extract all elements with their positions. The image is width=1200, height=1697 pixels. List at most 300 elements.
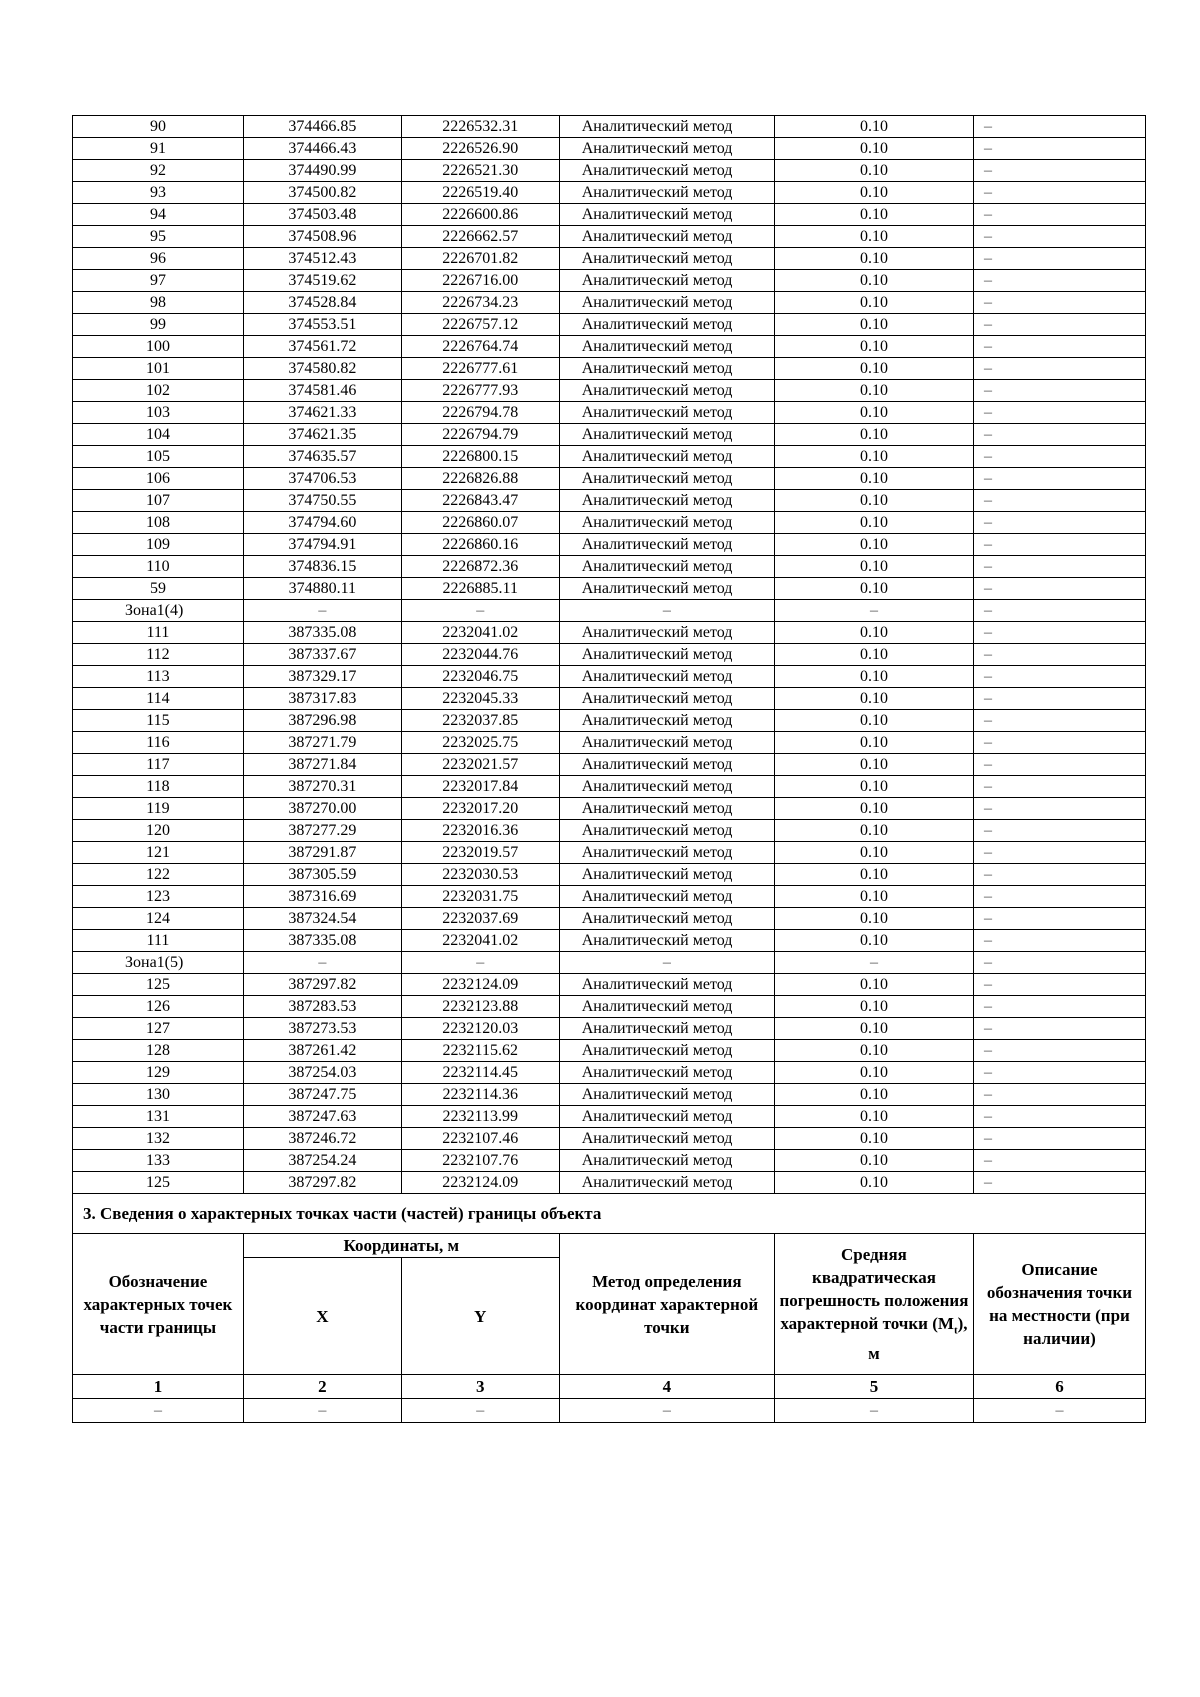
point-number: 106 [73, 468, 244, 490]
y-coordinate: 2232019.57 [401, 842, 559, 864]
error-cell: 0.10 [774, 314, 973, 336]
table-row [73, 1084, 1146, 1106]
method-cell: Аналитический метод [559, 1128, 774, 1150]
description-cell: – [973, 1172, 1145, 1194]
method-cell: Аналитический метод [559, 468, 774, 490]
x-coordinate: 374508.96 [243, 226, 401, 248]
x-coordinate: 374581.46 [243, 380, 401, 402]
table-row [73, 424, 1146, 446]
table-row [73, 688, 1146, 710]
x-coordinate: 374836.15 [243, 556, 401, 578]
point-number: 110 [73, 556, 244, 578]
table-row [73, 512, 1146, 534]
description-cell: – [973, 248, 1145, 270]
column-number: 5 [774, 1375, 973, 1399]
method-cell: Аналитический метод [559, 644, 774, 666]
x-coordinate: 387335.08 [243, 622, 401, 644]
method-cell: Аналитический метод [559, 864, 774, 886]
method-cell: Аналитический метод [559, 820, 774, 842]
x-coordinate: 374519.62 [243, 270, 401, 292]
description-cell: – [973, 490, 1145, 512]
empty-cell: – [73, 1399, 244, 1423]
x-coordinate: 374580.82 [243, 358, 401, 380]
y-coordinate: 2232017.84 [401, 776, 559, 798]
x-coordinate: 374503.48 [243, 204, 401, 226]
point-number: 117 [73, 754, 244, 776]
description-cell: – [973, 116, 1145, 138]
point-number: 113 [73, 666, 244, 688]
y-coordinate: 2232113.99 [401, 1106, 559, 1128]
description-cell: – [973, 1084, 1145, 1106]
point-number: 125 [73, 1172, 244, 1194]
error-cell: 0.10 [774, 1128, 973, 1150]
error-cell: 0.10 [774, 886, 973, 908]
point-number: 109 [73, 534, 244, 556]
error-cell: 0.10 [774, 732, 973, 754]
table-row [73, 204, 1146, 226]
description-cell: – [973, 446, 1145, 468]
table-row [73, 1062, 1146, 1084]
table-row [73, 644, 1146, 666]
table-row [73, 732, 1146, 754]
y-coordinate: 2232021.57 [401, 754, 559, 776]
point-number: 104 [73, 424, 244, 446]
y-coordinate: 2226885.11 [401, 578, 559, 600]
table-row [73, 226, 1146, 248]
error-cell: 0.10 [774, 138, 973, 160]
point-number: 129 [73, 1062, 244, 1084]
point-number: 111 [73, 622, 244, 644]
point-number: 100 [73, 336, 244, 358]
point-number: 92 [73, 160, 244, 182]
error-cell: 0.10 [774, 644, 973, 666]
dash-cell: – [243, 952, 401, 974]
method-cell: Аналитический метод [559, 182, 774, 204]
point-number: 116 [73, 732, 244, 754]
point-number: 128 [73, 1040, 244, 1062]
table-row [73, 886, 1146, 908]
x-coordinate: 387270.00 [243, 798, 401, 820]
column-number: 1 [73, 1375, 244, 1399]
x-coordinate: 374466.43 [243, 138, 401, 160]
x-coordinate: 387247.63 [243, 1106, 401, 1128]
table-row [73, 402, 1146, 424]
zone-row [73, 600, 1146, 622]
error-cell: 0.10 [774, 578, 973, 600]
method-cell: Аналитический метод [559, 776, 774, 798]
header-y: Y [401, 1258, 559, 1375]
error-cell: 0.10 [774, 622, 973, 644]
method-cell: Аналитический метод [559, 798, 774, 820]
y-coordinate: 2232041.02 [401, 930, 559, 952]
header-point-designation: Обозначение характерных точек части границы [73, 1234, 244, 1375]
y-coordinate: 2226521.30 [401, 160, 559, 182]
y-coordinate: 2226826.88 [401, 468, 559, 490]
y-coordinate: 2226701.82 [401, 248, 559, 270]
table-row [73, 248, 1146, 270]
y-coordinate: 2226843.47 [401, 490, 559, 512]
table-row [73, 358, 1146, 380]
point-number: 102 [73, 380, 244, 402]
description-cell: – [973, 468, 1145, 490]
method-cell: Аналитический метод [559, 1172, 774, 1194]
column-number: 4 [559, 1375, 774, 1399]
method-cell: Аналитический метод [559, 204, 774, 226]
x-coordinate: 374880.11 [243, 578, 401, 600]
y-coordinate: 2226777.93 [401, 380, 559, 402]
header-description: Описание обозначения точки на местности (при наличии) [973, 1234, 1145, 1375]
header-mean-error [774, 1234, 973, 1375]
x-coordinate: 374794.91 [243, 534, 401, 556]
empty-cell: – [973, 1399, 1145, 1423]
method-cell: Аналитический метод [559, 996, 774, 1018]
point-number: 93 [73, 182, 244, 204]
description-cell: – [973, 798, 1145, 820]
point-number: 107 [73, 490, 244, 512]
error-cell: 0.10 [774, 248, 973, 270]
point-number: 90 [73, 116, 244, 138]
x-coordinate: 374635.57 [243, 446, 401, 468]
method-cell: Аналитический метод [559, 226, 774, 248]
table-row [73, 666, 1146, 688]
x-coordinate: 387324.54 [243, 908, 401, 930]
table-row [73, 930, 1146, 952]
error-cell: 0.10 [774, 1172, 973, 1194]
point-number: 133 [73, 1150, 244, 1172]
y-coordinate: 2226860.07 [401, 512, 559, 534]
table-row [73, 138, 1146, 160]
x-coordinate: 387277.29 [243, 820, 401, 842]
error-cell: 0.10 [774, 754, 973, 776]
error-cell: 0.10 [774, 820, 973, 842]
y-coordinate: 2232037.85 [401, 710, 559, 732]
x-coordinate: 387261.42 [243, 1040, 401, 1062]
y-coordinate: 2226734.23 [401, 292, 559, 314]
description-cell: – [973, 1106, 1145, 1128]
method-cell: Аналитический метод [559, 336, 774, 358]
method-cell: Аналитический метод [559, 842, 774, 864]
dash-cell: – [243, 600, 401, 622]
point-number: 101 [73, 358, 244, 380]
description-cell: – [973, 732, 1145, 754]
x-coordinate: 374750.55 [243, 490, 401, 512]
table-row [73, 578, 1146, 600]
document-page [72, 115, 1146, 1423]
description-cell: – [973, 842, 1145, 864]
empty-data-row [73, 1399, 1146, 1423]
dash-cell: – [774, 952, 973, 974]
point-number: 96 [73, 248, 244, 270]
point-number: 115 [73, 710, 244, 732]
y-coordinate: 2232030.53 [401, 864, 559, 886]
description-cell: – [973, 754, 1145, 776]
point-number: 94 [73, 204, 244, 226]
method-cell: Аналитический метод [559, 358, 774, 380]
table-row [73, 534, 1146, 556]
method-cell: Аналитический метод [559, 710, 774, 732]
table-row [73, 380, 1146, 402]
y-coordinate: 2226600.86 [401, 204, 559, 226]
method-cell: Аналитический метод [559, 490, 774, 512]
y-coordinate: 2232017.20 [401, 798, 559, 820]
description-cell: – [973, 1062, 1145, 1084]
table-row [73, 270, 1146, 292]
table-row [73, 842, 1146, 864]
method-cell: Аналитический метод [559, 314, 774, 336]
error-cell: 0.10 [774, 490, 973, 512]
column-number: 3 [401, 1375, 559, 1399]
table-row [73, 820, 1146, 842]
point-number: 120 [73, 820, 244, 842]
point-number: 118 [73, 776, 244, 798]
table-row [73, 622, 1146, 644]
method-cell: Аналитический метод [559, 1084, 774, 1106]
dash-cell: – [973, 600, 1145, 622]
empty-cell: – [243, 1399, 401, 1423]
point-number: 105 [73, 446, 244, 468]
error-cell: 0.10 [774, 1106, 973, 1128]
error-cell: 0.10 [774, 336, 973, 358]
empty-cell: – [401, 1399, 559, 1423]
table-row [73, 974, 1146, 996]
point-number: 98 [73, 292, 244, 314]
section-3-table [72, 1233, 1146, 1423]
table-row [73, 556, 1146, 578]
method-cell: Аналитический метод [559, 1040, 774, 1062]
method-cell: Аналитический метод [559, 512, 774, 534]
error-cell: 0.10 [774, 424, 973, 446]
method-cell: Аналитический метод [559, 292, 774, 314]
description-cell: – [973, 886, 1145, 908]
error-cell: 0.10 [774, 182, 973, 204]
method-cell: Аналитический метод [559, 556, 774, 578]
point-number: 111 [73, 930, 244, 952]
method-cell: Аналитический метод [559, 622, 774, 644]
method-cell: Аналитический метод [559, 1018, 774, 1040]
point-number: 99 [73, 314, 244, 336]
zone-label: Зона1(4) [73, 600, 244, 622]
zone-label: Зона1(5) [73, 952, 244, 974]
table-row [73, 468, 1146, 490]
table-row [73, 160, 1146, 182]
point-number: 114 [73, 688, 244, 710]
x-coordinate: 387296.98 [243, 710, 401, 732]
description-cell: – [973, 182, 1145, 204]
column-number: 6 [973, 1375, 1145, 1399]
description-cell: – [973, 270, 1145, 292]
y-coordinate: 2232120.03 [401, 1018, 559, 1040]
error-cell: 0.10 [774, 864, 973, 886]
description-cell: – [973, 424, 1145, 446]
table-row [73, 336, 1146, 358]
error-cell: 0.10 [774, 116, 973, 138]
y-coordinate: 2226716.00 [401, 270, 559, 292]
point-number: 131 [73, 1106, 244, 1128]
x-coordinate: 387273.53 [243, 1018, 401, 1040]
empty-cell: – [774, 1399, 973, 1423]
error-cell: 0.10 [774, 974, 973, 996]
table-row [73, 1128, 1146, 1150]
point-number: 95 [73, 226, 244, 248]
x-coordinate: 374490.99 [243, 160, 401, 182]
x-coordinate: 387247.75 [243, 1084, 401, 1106]
method-cell: Аналитический метод [559, 754, 774, 776]
header-mean-error-tail: ), м [868, 1313, 968, 1364]
description-cell: – [973, 204, 1145, 226]
point-number: 97 [73, 270, 244, 292]
table-row [73, 446, 1146, 468]
y-coordinate: 2226519.40 [401, 182, 559, 204]
method-cell: Аналитический метод [559, 1106, 774, 1128]
error-cell: 0.10 [774, 270, 973, 292]
method-cell: Аналитический метод [559, 732, 774, 754]
error-cell: 0.10 [774, 204, 973, 226]
table-row [73, 116, 1146, 138]
table-row [73, 754, 1146, 776]
y-coordinate: 2232124.09 [401, 974, 559, 996]
point-number: 112 [73, 644, 244, 666]
method-cell: Аналитический метод [559, 116, 774, 138]
x-coordinate: 387297.82 [243, 974, 401, 996]
error-cell: 0.10 [774, 798, 973, 820]
description-cell: – [973, 908, 1145, 930]
x-coordinate: 387305.59 [243, 864, 401, 886]
error-cell: 0.10 [774, 512, 973, 534]
method-cell: Аналитический метод [559, 1062, 774, 1084]
x-coordinate: 387335.08 [243, 930, 401, 952]
x-coordinate: 387337.67 [243, 644, 401, 666]
zone-row [73, 952, 1146, 974]
error-cell: 0.10 [774, 292, 973, 314]
x-coordinate: 387297.82 [243, 1172, 401, 1194]
x-coordinate: 387329.17 [243, 666, 401, 688]
header-mean-error-text: Средняя квадратическая погрешность положения характерной точки (M [779, 1244, 969, 1333]
x-coordinate: 387316.69 [243, 886, 401, 908]
point-number: 124 [73, 908, 244, 930]
description-cell: – [973, 1150, 1145, 1172]
point-number: 91 [73, 138, 244, 160]
x-coordinate: 374528.84 [243, 292, 401, 314]
x-coordinate: 374512.43 [243, 248, 401, 270]
x-coordinate: 374466.85 [243, 116, 401, 138]
method-cell: Аналитический метод [559, 160, 774, 182]
error-cell: 0.10 [774, 402, 973, 424]
y-coordinate: 2226526.90 [401, 138, 559, 160]
x-coordinate: 374794.60 [243, 512, 401, 534]
point-number: 122 [73, 864, 244, 886]
x-coordinate: 387270.31 [243, 776, 401, 798]
y-coordinate: 2226860.16 [401, 534, 559, 556]
y-coordinate: 2226532.31 [401, 116, 559, 138]
dash-cell: – [774, 600, 973, 622]
description-cell: – [973, 710, 1145, 732]
description-cell: – [973, 556, 1145, 578]
header-x: X [243, 1258, 401, 1375]
method-cell: Аналитический метод [559, 666, 774, 688]
error-cell: 0.10 [774, 1062, 973, 1084]
x-coordinate: 387246.72 [243, 1128, 401, 1150]
table-row [73, 314, 1146, 336]
description-cell: – [973, 996, 1145, 1018]
method-cell: Аналитический метод [559, 380, 774, 402]
description-cell: – [973, 402, 1145, 424]
method-cell: Аналитический метод [559, 974, 774, 996]
header-mean-error-subscript: t [953, 1324, 958, 1337]
table-row [73, 864, 1146, 886]
column-numbers-row [73, 1375, 1146, 1399]
table-row [73, 908, 1146, 930]
table-row [73, 776, 1146, 798]
description-cell: – [973, 336, 1145, 358]
x-coordinate: 374621.35 [243, 424, 401, 446]
error-cell: 0.10 [774, 996, 973, 1018]
point-number: 126 [73, 996, 244, 1018]
y-coordinate: 2226794.78 [401, 402, 559, 424]
method-cell: Аналитический метод [559, 248, 774, 270]
error-cell: 0.10 [774, 446, 973, 468]
error-cell: 0.10 [774, 534, 973, 556]
x-coordinate: 387317.83 [243, 688, 401, 710]
y-coordinate: 2232046.75 [401, 666, 559, 688]
point-number: 59 [73, 578, 244, 600]
y-coordinate: 2232041.02 [401, 622, 559, 644]
description-cell: – [973, 226, 1145, 248]
method-cell: Аналитический метод [559, 534, 774, 556]
description-cell: – [973, 776, 1145, 798]
y-coordinate: 2232045.33 [401, 688, 559, 710]
method-cell: Аналитический метод [559, 886, 774, 908]
empty-cell: – [559, 1399, 774, 1423]
point-number: 108 [73, 512, 244, 534]
point-number: 127 [73, 1018, 244, 1040]
point-number: 125 [73, 974, 244, 996]
description-cell: – [973, 512, 1145, 534]
description-cell: – [973, 534, 1145, 556]
method-cell: Аналитический метод [559, 270, 774, 292]
table-row [73, 182, 1146, 204]
table-row [73, 710, 1146, 732]
x-coordinate: 387254.03 [243, 1062, 401, 1084]
dash-cell: – [559, 952, 774, 974]
x-coordinate: 387271.79 [243, 732, 401, 754]
dash-cell: – [973, 952, 1145, 974]
description-cell: – [973, 666, 1145, 688]
y-coordinate: 2226662.57 [401, 226, 559, 248]
column-number: 2 [243, 1375, 401, 1399]
description-cell: – [973, 864, 1145, 886]
x-coordinate: 374621.33 [243, 402, 401, 424]
error-cell: 0.10 [774, 1084, 973, 1106]
x-coordinate: 374553.51 [243, 314, 401, 336]
y-coordinate: 2226757.12 [401, 314, 559, 336]
dash-cell: – [401, 600, 559, 622]
method-cell: Аналитический метод [559, 908, 774, 930]
coordinates-table [72, 115, 1146, 1194]
coordinates-table-body [73, 116, 1146, 1194]
error-cell: 0.10 [774, 358, 973, 380]
y-coordinate: 2232044.76 [401, 644, 559, 666]
error-cell: 0.10 [774, 908, 973, 930]
error-cell: 0.10 [774, 556, 973, 578]
description-cell: – [973, 1018, 1145, 1040]
y-coordinate: 2232037.69 [401, 908, 559, 930]
x-coordinate: 387291.87 [243, 842, 401, 864]
point-number: 119 [73, 798, 244, 820]
method-cell: Аналитический метод [559, 688, 774, 710]
table-row [73, 490, 1146, 512]
error-cell: 0.10 [774, 380, 973, 402]
description-cell: – [973, 622, 1145, 644]
